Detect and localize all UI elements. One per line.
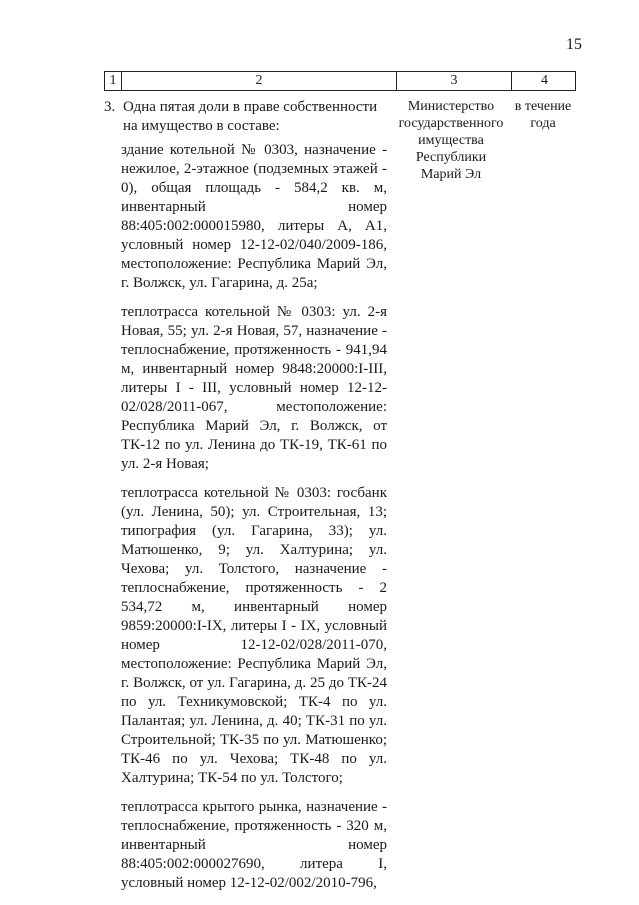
row-intro: Одна пятая доли в праве собственности на имущество в составе:: [123, 99, 378, 134]
property-item-heating-main-1: теплотрасса котельной № 0303: ул. 2-я Новая, 55; ул. 2-я Новая, 57, назначение - теплоснабжение, протяженность - 941,94 м, инвентарный номер 9848:20000:I-III, литеры I - III, условный номер 12-12-02/028/2011-067, местоположение: Республика Марий Эл, г. Волжск, от ТК-12 по ул. Ленина до ТК-19, ТК-61 по ул. 2-я Новая;: [121, 304, 387, 472]
page-number: 15: [566, 36, 582, 53]
deadline: в течение года: [514, 99, 572, 131]
table-header-row: [104, 71, 576, 91]
header-col-4: 4: [511, 72, 577, 90]
property-item-boiler-building: здание котельной № 0303, назначение - нежилое, 2-этажное (подземных этажей - 0), общая площадь - 584,2 кв. м, инвентарный номер 88:405:002:000015980, литеры А, А1, условный номер 12-12-02/040/2009-186, местоположение: Республика Марий Эл, г. Волжск, ул. Гагарина, д. 25а;: [121, 142, 387, 291]
header-col-2: 2: [121, 72, 396, 90]
property-items: [121, 141, 387, 903]
row-number: 3.: [104, 99, 116, 115]
header-col-3: 3: [396, 72, 511, 90]
header-col-1: 1: [109, 73, 117, 88]
responsible-party: Министерство государственного имущества Республики Марий Эл: [398, 99, 504, 182]
property-item-heating-main-2: теплотрасса котельной № 0303: госбанк (ул. Ленина, 50); ул. Строительная, 13; типография (ул. Гагарина, 33); ул. Матюшенко, 9; ул. Халтурина; ул. Чехова; ул. Толстого, назначение - теплоснабжение, протяженность - 2 534,72 м, инвентарный номер 9859:20000:I-IX, литеры I - IX, условный номер 12-12-02/028/2011-070, местоположение: Республика Марий Эл, г. Волжск, от ул. Гагарина, д. 25 до ТК-24 по ул. Техникумовской; ТК-4 по ул. Палантая; ул. Ленина, д. 40; ТК-31 по ул. Строительной; ТК-35 по ул. Матюшенко; ТК-46 по ул. Чехова; ТК-48 по ул. Халтурина; ТК-54 по ул. Толстого;: [121, 485, 387, 786]
property-item-heating-main-market: теплотрасса крытого рынка, назначение - теплоснабжение, протяженность - 320 м, инвентарный номер 88:405:002:000027690, литера I, условный номер 12-12-02/002/2010-796,: [121, 799, 387, 891]
